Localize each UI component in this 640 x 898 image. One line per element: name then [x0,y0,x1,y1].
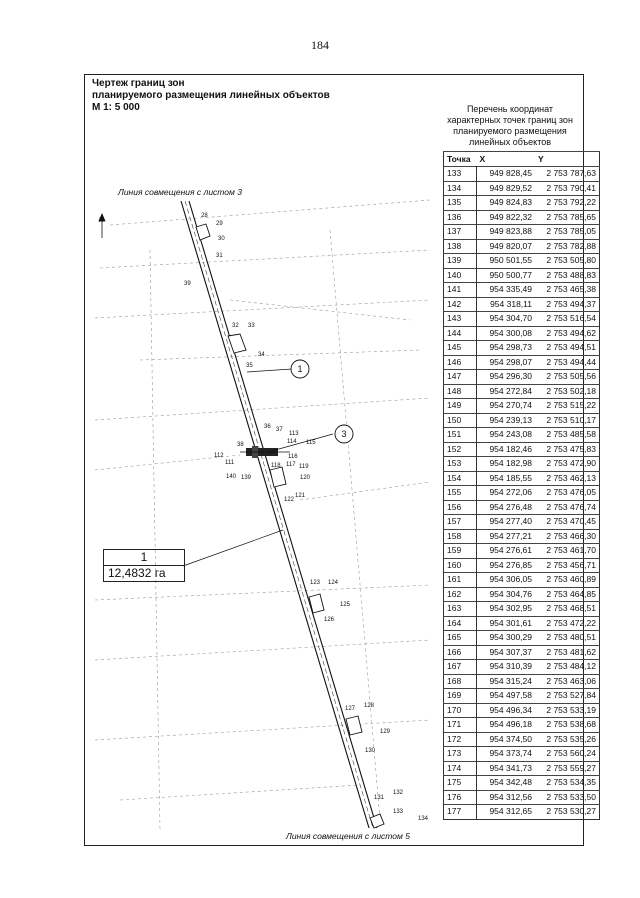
point-label: 128 [364,703,375,709]
point-number-cell: 168 [444,674,477,689]
y-coordinate-cell: 2 753 505,56 [535,370,600,385]
area-label [103,549,185,582]
table-row [444,254,600,269]
y-coordinate-cell: 2 753 480,51 [535,631,600,646]
point-label: 121 [295,493,306,499]
table-row [444,283,600,298]
x-coordinate-cell: 949 828,45 [477,167,536,182]
x-coordinate-cell: 954 298,73 [477,341,536,356]
table-row [444,471,600,486]
y-coordinate-cell: 2 753 494,62 [535,326,600,341]
point-number-cell: 149 [444,399,477,414]
table-row [444,790,600,805]
point-number-cell: 175 [444,776,477,791]
table-row [444,457,600,472]
point-number-cell: 165 [444,631,477,646]
table-row [444,297,600,312]
table-row [444,268,600,283]
y-coordinate-cell: 2 753 510,17 [535,413,600,428]
y-coordinate-cell: 2 753 559,27 [535,761,600,776]
x-coordinate-cell: 954 341,73 [477,761,536,776]
table-header-row [444,152,600,167]
y-coordinate-cell: 2 753 472,22 [535,616,600,631]
y-coordinate-cell: 2 753 785,05 [535,225,600,240]
point-number-cell: 134 [444,181,477,196]
point-label: 120 [300,475,311,481]
coordinates-table-body [444,167,600,820]
point-label: 30 [218,236,225,242]
table-row [444,500,600,515]
x-coordinate-cell: 954 277,21 [477,529,536,544]
table-row [444,428,600,443]
caption-top: Линия совмещения с листом 3 [118,187,242,197]
point-label: 118 [271,463,281,469]
y-coordinate-cell: 2 753 533,50 [535,790,600,805]
point-label: 31 [216,253,223,259]
y-coordinate-cell: 2 753 535,26 [535,732,600,747]
point-number-cell: 153 [444,457,477,472]
x-coordinate-cell: 954 296,30 [477,370,536,385]
header-x: X [477,152,536,167]
point-number-cell: 137 [444,225,477,240]
point-number-cell: 170 [444,703,477,718]
x-coordinate-cell: 954 270,74 [477,399,536,414]
point-label: 125 [340,602,351,608]
y-coordinate-cell: 2 753 790,41 [535,181,600,196]
table-row [444,674,600,689]
table-row [444,181,600,196]
y-coordinate-cell: 2 753 787,63 [535,167,600,182]
table-row [444,442,600,457]
x-coordinate-cell: 954 318,11 [477,297,536,312]
x-coordinate-cell: 954 182,98 [477,457,536,472]
table-row [444,529,600,544]
x-coordinate-cell: 954 276,85 [477,558,536,573]
header-point: Точка [444,152,477,167]
table-row [444,196,600,211]
x-coordinate-cell: 954 312,65 [477,805,536,820]
x-coordinate-cell: 954 307,37 [477,645,536,660]
x-coordinate-cell: 954 300,08 [477,326,536,341]
point-label: 38 [237,442,244,448]
point-label: 116 [288,454,298,460]
y-coordinate-cell: 2 753 475,83 [535,442,600,457]
x-coordinate-cell: 954 497,58 [477,689,536,704]
point-label: 115 [306,440,316,446]
x-coordinate-cell: 954 298,07 [477,355,536,370]
point-number-cell: 147 [444,370,477,385]
point-number-cell: 150 [444,413,477,428]
y-coordinate-cell: 2 753 792,22 [535,196,600,211]
y-coordinate-cell: 2 753 466,30 [535,529,600,544]
x-coordinate-cell: 954 300,29 [477,631,536,646]
table-row [444,805,600,820]
table-row [444,225,600,240]
y-coordinate-cell: 2 753 516,54 [535,312,600,327]
table-row [444,239,600,254]
point-number-cell: 136 [444,210,477,225]
coordinates-table [443,151,600,820]
callout-leaders [183,369,333,566]
y-coordinate-cell: 2 753 460,89 [535,573,600,588]
point-number-cell: 143 [444,312,477,327]
coordinates-title-line: Перечень координат [466,104,554,114]
x-coordinate-cell: 954 342,48 [477,776,536,791]
coordinates-title [440,104,580,148]
table-row [444,631,600,646]
table-row [444,544,600,559]
x-coordinate-cell: 954 301,61 [477,616,536,631]
x-coordinate-cell: 954 496,18 [477,718,536,733]
page-number: 184 [311,38,329,52]
table-row [444,732,600,747]
point-number-cell: 145 [444,341,477,356]
callout-number: 1 [297,364,303,374]
point-number-cell: 152 [444,442,477,457]
table-row [444,703,600,718]
y-coordinate-cell: 2 753 470,45 [535,515,600,530]
point-number-cell: 155 [444,486,477,501]
x-coordinate-cell: 950 500,77 [477,268,536,283]
point-label: 139 [241,475,252,481]
point-label: 37 [276,427,283,433]
y-coordinate-cell: 2 753 538,68 [535,718,600,733]
y-coordinate-cell: 2 753 468,51 [535,602,600,617]
y-coordinate-cell: 2 753 782,88 [535,239,600,254]
x-coordinate-cell: 954 276,61 [477,544,536,559]
table-row [444,776,600,791]
table-row [444,573,600,588]
x-coordinate-cell: 954 272,06 [477,486,536,501]
point-number-cell: 161 [444,573,477,588]
point-number-cell: 140 [444,268,477,283]
header-y: Y [535,152,600,167]
x-coordinate-cell: 954 304,70 [477,312,536,327]
x-coordinate-cell: 954 312,56 [477,790,536,805]
point-number-cell: 167 [444,660,477,675]
point-label: 29 [216,221,223,227]
title-line: Чертеж границ зон [92,78,185,89]
y-coordinate-cell: 2 753 463,06 [535,674,600,689]
area-number: 1 [140,550,148,564]
table-row [444,384,600,399]
point-label: 36 [264,424,271,430]
x-coordinate-cell: 949 823,88 [477,225,536,240]
point-number-cell: 135 [444,196,477,211]
point-label: 140 [226,474,237,480]
point-number-cell: 159 [444,544,477,559]
point-number-cell: 164 [444,616,477,631]
table-row [444,399,600,414]
table-row [444,370,600,385]
table-row [444,326,600,341]
point-number-cell: 172 [444,732,477,747]
point-label: 129 [380,729,391,735]
point-number-cell: 154 [444,471,477,486]
point-label: 119 [299,464,309,470]
x-coordinate-cell: 950 501,55 [477,254,536,269]
point-label: 122 [284,497,295,503]
coordinates-title-line: линейных объектов [468,137,552,147]
y-coordinate-cell: 2 753 560,24 [535,747,600,762]
point-number-cell: 138 [444,239,477,254]
y-coordinate-cell: 2 753 515,22 [535,399,600,414]
y-coordinate-cell: 2 753 476,74 [535,500,600,515]
point-label: 132 [393,790,404,796]
point-number-cell: 171 [444,718,477,733]
corridor [181,201,377,828]
north-arrow-label: N [99,218,104,224]
x-coordinate-cell: 949 824,83 [477,196,536,211]
point-label: 114 [287,439,297,445]
background-parcel-lines [95,200,430,830]
point-number-cell: 133 [444,167,477,182]
y-coordinate-cell: 2 753 461,70 [535,544,600,559]
point-number-cell: 144 [444,326,477,341]
scale-label: М 1: 5 000 [92,102,140,113]
point-labels [184,213,429,822]
y-coordinate-cell: 2 753 494,44 [535,355,600,370]
zone-bumps [196,224,384,828]
point-number-cell: 142 [444,297,477,312]
x-coordinate-cell: 954 243,08 [477,428,536,443]
y-coordinate-cell: 2 753 464,85 [535,587,600,602]
x-coordinate-cell: 949 822,32 [477,210,536,225]
y-coordinate-cell: 2 753 485,58 [535,428,600,443]
coordinates-title-line: планируемого размещения [453,126,567,136]
x-coordinate-cell: 954 182,46 [477,442,536,457]
y-coordinate-cell: 2 753 502,18 [535,384,600,399]
point-label: 111 [225,460,235,466]
y-coordinate-cell: 2 753 494,51 [535,341,600,356]
x-coordinate-cell: 954 374,50 [477,732,536,747]
table-row [444,587,600,602]
coordinates-title-line: характерных точек границ зон [447,115,573,125]
y-coordinate-cell: 2 753 505,80 [535,254,600,269]
x-coordinate-cell: 954 335,49 [477,283,536,298]
y-coordinate-cell: 2 753 488,83 [535,268,600,283]
x-coordinate-cell: 954 306,05 [477,573,536,588]
area-value: 12,4832 га [104,565,184,581]
caption-bottom: Линия совмещения с листом 5 [286,831,410,841]
point-label: 131 [374,795,385,801]
point-label: 39 [184,281,191,287]
y-coordinate-cell: 2 753 484,12 [535,660,600,675]
point-number-cell: 158 [444,529,477,544]
table-row [444,167,600,182]
x-coordinate-cell: 949 829,52 [477,181,536,196]
x-coordinate-cell: 954 310,39 [477,660,536,675]
point-label: 34 [258,352,265,358]
point-number-cell: 160 [444,558,477,573]
x-coordinate-cell: 954 304,76 [477,587,536,602]
table-row [444,341,600,356]
table-row [444,616,600,631]
point-number-cell: 166 [444,645,477,660]
y-coordinate-cell: 2 753 456,71 [535,558,600,573]
callout-number: 3 [341,429,347,439]
point-label: 113 [289,431,299,437]
point-number-cell: 139 [444,254,477,269]
point-number-cell: 176 [444,790,477,805]
point-number-cell: 148 [444,384,477,399]
point-number-cell: 173 [444,747,477,762]
point-label: 32 [232,323,239,329]
point-label: 134 [418,816,429,822]
table-row [444,486,600,501]
y-coordinate-cell: 2 753 785,65 [535,210,600,225]
y-coordinate-cell: 2 753 481,62 [535,645,600,660]
x-coordinate-cell: 949 820,07 [477,239,536,254]
x-coordinate-cell: 954 373,74 [477,747,536,762]
table-row [444,747,600,762]
y-coordinate-cell: 2 753 530,27 [535,805,600,820]
y-coordinate-cell: 2 753 527,84 [535,689,600,704]
y-coordinate-cell: 2 753 494,37 [535,297,600,312]
point-label: 33 [248,323,255,329]
point-number-cell: 156 [444,500,477,515]
point-label: 35 [246,363,253,369]
table-row [444,413,600,428]
x-coordinate-cell: 954 272,84 [477,384,536,399]
x-coordinate-cell: 954 239,13 [477,413,536,428]
table-row [444,645,600,660]
point-label: 124 [328,580,339,586]
x-coordinate-cell: 954 277,40 [477,515,536,530]
point-label: 123 [310,580,321,586]
x-coordinate-cell: 954 315,24 [477,674,536,689]
x-coordinate-cell: 954 302,95 [477,602,536,617]
x-coordinate-cell: 954 276,48 [477,500,536,515]
x-coordinate-cell: 954 185,55 [477,471,536,486]
y-coordinate-cell: 2 753 476,05 [535,486,600,501]
y-coordinate-cell: 2 753 465,38 [535,283,600,298]
point-number-cell: 174 [444,761,477,776]
title-line: планируемого размещения линейных объектов [92,90,330,101]
point-number-cell: 146 [444,355,477,370]
point-number-cell: 151 [444,428,477,443]
table-row [444,210,600,225]
table-row [444,515,600,530]
table-row [444,312,600,327]
point-label: 126 [324,617,335,623]
y-coordinate-cell: 2 753 462,13 [535,471,600,486]
point-number-cell: 177 [444,805,477,820]
y-coordinate-cell: 2 753 472,90 [535,457,600,472]
table-row [444,602,600,617]
table-row [444,761,600,776]
point-label: 133 [393,809,404,815]
table-row [444,689,600,704]
point-number-cell: 141 [444,283,477,298]
x-coordinate-cell: 954 496,34 [477,703,536,718]
table-row [444,558,600,573]
point-number-cell: 163 [444,602,477,617]
point-label: 117 [286,462,296,468]
point-label: 130 [365,748,376,754]
point-label: 112 [214,453,224,459]
point-label: 28 [201,213,208,219]
point-number-cell: 162 [444,587,477,602]
y-coordinate-cell: 2 753 534,35 [535,776,600,791]
point-number-cell: 169 [444,689,477,704]
y-coordinate-cell: 2 753 533,19 [535,703,600,718]
point-number-cell: 157 [444,515,477,530]
table-row [444,660,600,675]
table-row [444,355,600,370]
point-label: 127 [345,706,356,712]
table-row [444,718,600,733]
